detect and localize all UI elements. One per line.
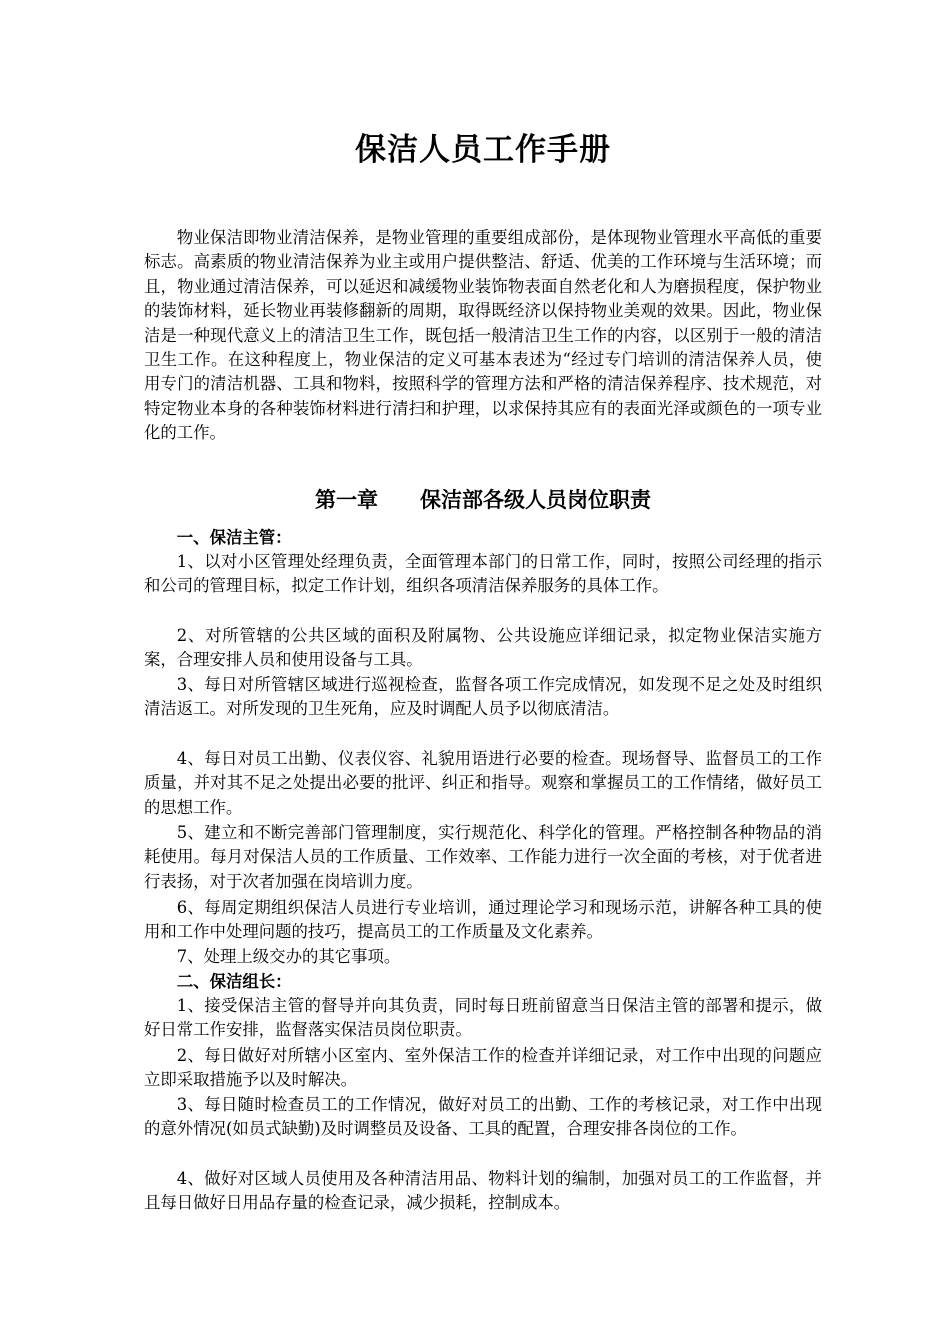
supervisor-duty-7: 7、处理上级交办的其它事项。 xyxy=(176,947,401,966)
team-leader-duty-3: 3、每日随时检查员工的工作情况，做好对员工的出勤、工作的考核记录，对工作中出现的意外情况(如员式缺勤)及时调整员及设备、工具的配置，合理安排各岗位的工作。 xyxy=(144,1095,822,1139)
team-leader-duty-2: 2、每日做好对所辖小区室内、室外保洁工作的检查并详细记录，对工作中出现的问题应立即采取措施予以及时解决。 xyxy=(144,1046,822,1090)
section-heading-supervisor: 一、保洁主管： xyxy=(176,528,292,547)
supervisor-duty-6: 6、每周定期组织保洁人员进行专业培训，通过理论学习和现场示范，讲解各种工具的使用和工作中处理问题的技巧，提高员工的工作质量及文化素养。 xyxy=(144,898,822,942)
supervisor-duty-2: 2、对所管辖的公共区域的面积及附属物、公共设施应详细记录，拟定物业保洁实施方案，合理安排人员和使用设备与工具。 xyxy=(144,626,822,670)
supervisor-duty-3: 3、每日对所管辖区域进行巡视检查，监督各项工作完成情况，如发现不足之处及时组织清洁返工。对所发现的卫生死角，应及时调配人员予以彻底清洁。 xyxy=(144,675,822,719)
supervisor-duty-1: 1、以对小区管理处经理负责，全面管理本部门的日常工作，同时，按照公司经理的指示和公司的管理目标，拟定工作计划，组织各项清洁保养服务的具体工作。 xyxy=(144,552,822,596)
chapter-title: 第一章 保洁部各级人员岗位职责 xyxy=(315,487,651,512)
supervisor-duty-4: 4、每日对员工出勤、仪表仪容、礼貌用语进行必要的检查。现场督导、监督员工的工作质量，并对其不足之处提出必要的批评、纠正和指导。观察和掌握员工的工作情绪，做好员工的思想工作。 xyxy=(144,749,822,817)
section-heading-team-leader: 二、保洁组长： xyxy=(176,972,292,991)
team-leader-duty-1: 1、接受保洁主管的督导并向其负责，同时每日班前留意当日保洁主管的部署和提示，做好日常工作安排，监督落实保洁员岗位职责。 xyxy=(144,996,822,1040)
intro-paragraph: 物业保洁即物业清洁保养，是物业管理的重要组成部份，是体现物业管理水平高低的重要标志。高素质的物业清洁保养为业主或用户提供整洁、舒适、优美的工作环境与生活环境；而且，物业通过清洁保养，可以延迟和减缓物业装饰物表面自然老化和人为磨损程度，保护物业的装饰材料，延长物业再装修翻新的周期，取得既经济以保持物业美观的效果。因此，物业保洁是一种现代意义上的清洁卫生工作，既包括一般清洁卫生工作的内容，以区别于一般的清洁卫生工作。在这种程度上，物业保洁的定义可基本表述为“经过专门培训的清洁保养人员，使用专门的清洁机器、工具和物料，按照科学的管理方法和严格的清洁保养程序、技术规范，对特定物业本身的各种装饰材料进行清扫和护理，以求保持其应有的表面光泽或颜色的一项专业化的工作。 xyxy=(144,228,822,443)
document-title: 保洁人员工作手册 xyxy=(355,132,611,168)
supervisor-duty-5: 5、建立和不断完善部门管理制度，实行规范化、科学化的管理。严格控制各种物品的消耗使用。每月对保洁人员的工作质量、工作效率、工作能力进行一次全面的考核，对于优者进行表扬，对于次者加强在岗培训力度。 xyxy=(144,823,822,891)
team-leader-duty-4: 4、做好对区域人员使用及各种清洁用品、物料计划的编制，加强对员工的工作监督，并且每日做好日用品存量的检查记录，减少损耗，控制成本。 xyxy=(144,1169,822,1213)
